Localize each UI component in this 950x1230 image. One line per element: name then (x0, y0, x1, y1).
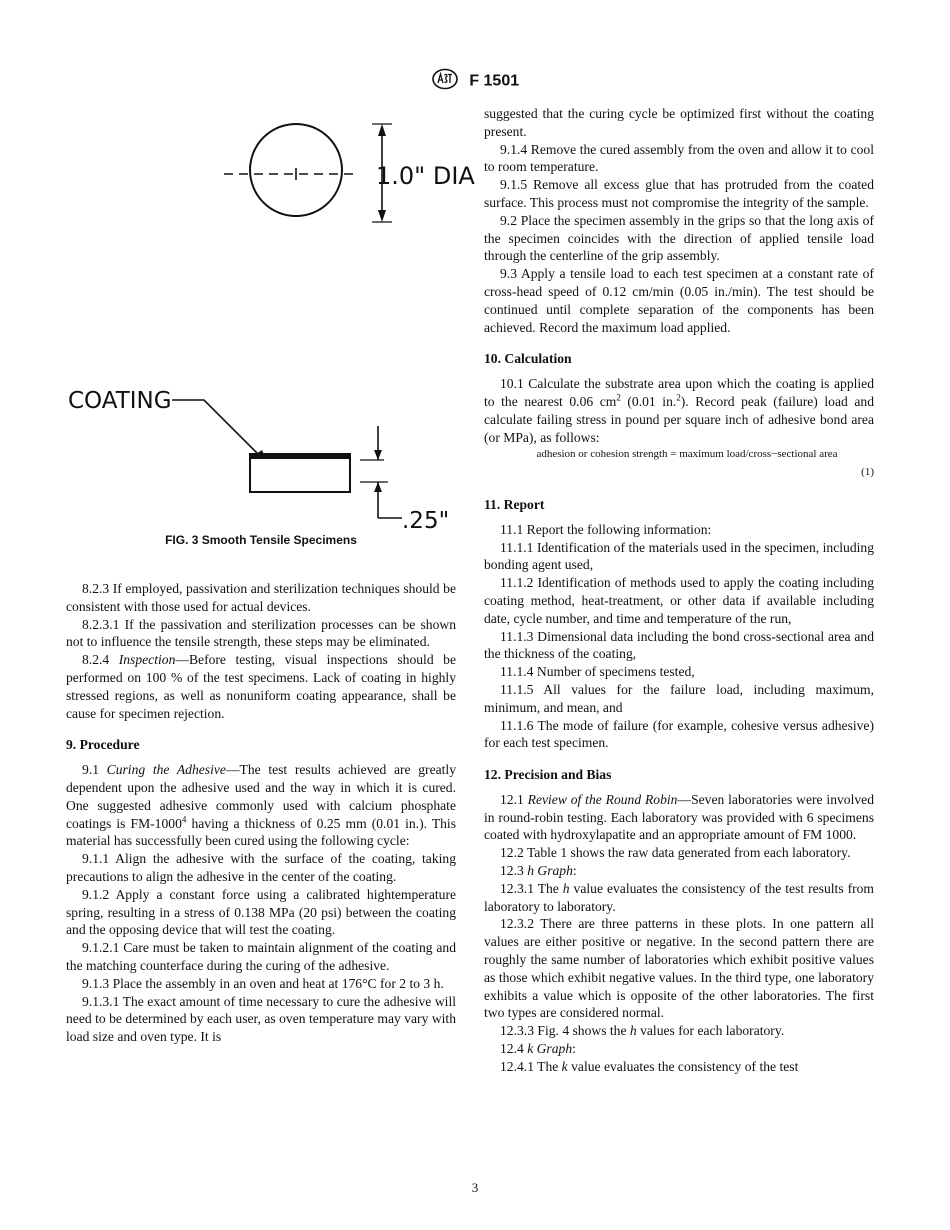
paragraph-12-1: 12.1 Review of the Round Robin—Seven laboratories were involved in round-robin testing. Each laboratory was provided with 6 specimens coated with hydroxylapatite and an appropriate amount of FM 1000. (484, 791, 874, 843)
paragraph-9-1: 9.1 Curing the Adhesive—The test results achieved are greatly dependent upon the adhesive used and the way in which it is cured. One suggested adhesive commonly used with calcium phosphate coatings is FM-1000$^4$ having a thickness of 0.25 mm (0.01 in.). This material has successfully been cured using the following cycle: (66, 762, 457, 849)
section-heading-procedure: 9. Procedure (66, 737, 140, 753)
paragraph-8-2-4: 8.2.4 Inspection—Before testing, visual inspections should be performed on 100 % of the test specimens. Lack of coating in highly stressed regions, as well as nonuniform coating appearance, shall be cause for specimen rejection. (66, 652, 456, 721)
coating-layer (250, 454, 350, 459)
coating-label: COATING (68, 388, 172, 414)
specimen-side-view (250, 454, 350, 492)
right-column (484, 105, 874, 1076)
dia-label: 1.0" DIA (376, 162, 475, 190)
paragraph-11-1: 11.1 Report the following information: (500, 521, 712, 537)
paragraph-11-1-6: 11.1.6 The mode of failure (for example, cohesive versus adhesive) for each test specimen. (484, 717, 874, 751)
paragraph-11-1-5: 11.1.5 All values for the failure load, including maximum, minimum, and mean, and (484, 681, 874, 715)
paragraph-12-3: 12.3 h Graph: (500, 863, 577, 879)
paragraph-10-1: 10.1 Calculate the substrate area upon which the coating is applied to the nearest 0.06 $cm^2$ (0.01 in.$^2$). Record peak (failure) load and calculate failing stress in pound per square inch of adhesive bond area (or MPa), as follows: (484, 376, 874, 445)
thickness-label: .25" (402, 508, 450, 534)
paragraph-11-1-1: 11.1.1 Identification of the materials used in the specimen, including bonding agent used, (484, 539, 874, 573)
paragraph-9-1-2: 9.1.2 Apply a constant force using a calibrated hightemperature spring, resulting in a stress of 0.138 MPa (20 psi) between the coating and the opposing device that will test the coating. (66, 886, 456, 938)
paragraph-9-1-1: 9.1.1 Align the adhesive with the surface of the coating, taking precautions to align the adhesive in the center of the coating. (66, 851, 456, 884)
paragraph-12-3-3: 12.3.3 Fig. 4 shows the h values for each laboratory. (500, 1023, 785, 1039)
figure-3-drawing (66, 110, 475, 550)
coating-leader-line (172, 400, 264, 460)
equation-number: (1) (861, 466, 874, 479)
paragraph-11-1-3: 11.1.3 Dimensional data including the bond cross-sectional area and the thickness of the coating, (484, 628, 874, 662)
paragraph-12-2: 12.2 Table 1 shows the raw data generated from each laboratory. (500, 845, 851, 861)
section-heading-report: 11. Report (484, 496, 545, 512)
page-number: 3 (471, 1180, 479, 1195)
standard-designation: F 1501 (469, 72, 520, 90)
paragraph-9-1-2-1: 9.1.2.1 Care must be taken to maintain alignment of the coating and the matching counterface during the curing of the adhesive. (66, 940, 456, 973)
paragraph-continuation: suggested that the curing cycle be optimized first without the coating present. (484, 106, 874, 139)
section-heading-calculation: 10. Calculation (484, 351, 572, 367)
paragraph-8-2-3-1: 8.2.3.1 If the passivation and sterilization processes can be shown not to influence the tensile strength, these steps may be eliminated. (66, 616, 456, 650)
figure-caption: FIG. 3 Smooth Tensile Specimens (165, 533, 357, 547)
paragraph-12-3-1: 12.3.1 The h value evaluates the consistency of the test results from laboratory to laboratory. (484, 880, 874, 914)
paragraph-9-2: 9.2 Place the specimen assembly in the grips so that the long axis of the specimen coincides with the direction of applied tensile load through the centerline of the grip assembly. (484, 212, 874, 264)
paragraph-8-2-3: 8.2.3 If employed, passivation and sterilization techniques should be consistent with those used for actual devices. (66, 581, 456, 614)
paragraph-11-1-4: 11.1.4 Number of specimens tested, (500, 664, 695, 680)
left-column (66, 580, 456, 1046)
paragraph-12-3-2: 12.3.2 There are three patterns in these plots. In one pattern all values are either positive or negative. In the second pattern there are roughly the same number of laboratories which exhibit positive values as those which exhibit negative values. In the third type, one laboratory exhibits a value which is opposite of the other laboratories. The first two types are considered normal. (484, 916, 874, 1021)
equation-1: adhesion or cohesion strength = maximum load/cross−sectional area (536, 448, 838, 461)
page-header (0, 68, 950, 95)
paragraph-11-1-2: 11.1.2 Identification of methods used to apply the coating including coating method, heat-treatment, or other data if available including date, cycle number, and time and temperature of the run, (484, 575, 874, 626)
paragraph-9-1-5: 9.1.5 Remove all excess glue that has protruded from the coated surface. This process must not compromise the integrity of the sample. (484, 177, 874, 210)
astm-logo-icon (431, 68, 459, 95)
paragraph-9-1-3-1: 9.1.3.1 The exact amount of time necessary to cure the adhesive will need to be determined by each user, as oven temperature may vary with load size and oven type. It is (66, 993, 456, 1045)
section-heading-precision-bias: 12. Precision and Bias (484, 767, 612, 783)
paragraph-9-1-3: 9.1.3 Place the assembly in an oven and heat at 176°C for 2 to 3 h. (82, 975, 444, 991)
paragraph-12-4: 12.4 k Graph: (500, 1041, 576, 1057)
paragraph-12-4-1: 12.4.1 The k value evaluates the consistency of the test (500, 1058, 799, 1074)
paragraph-9-3: 9.3 Apply a tensile load to each test specimen at a constant rate of cross-head speed of 0.12 cm/min (0.05 in./min). The test should be continued until complete separation of the components has been achieved. Record the maximum load applied. (484, 266, 874, 335)
paragraph-9-1-4: 9.1.4 Remove the cured assembly from the oven and allow it to cool to room temperature. (484, 141, 874, 175)
